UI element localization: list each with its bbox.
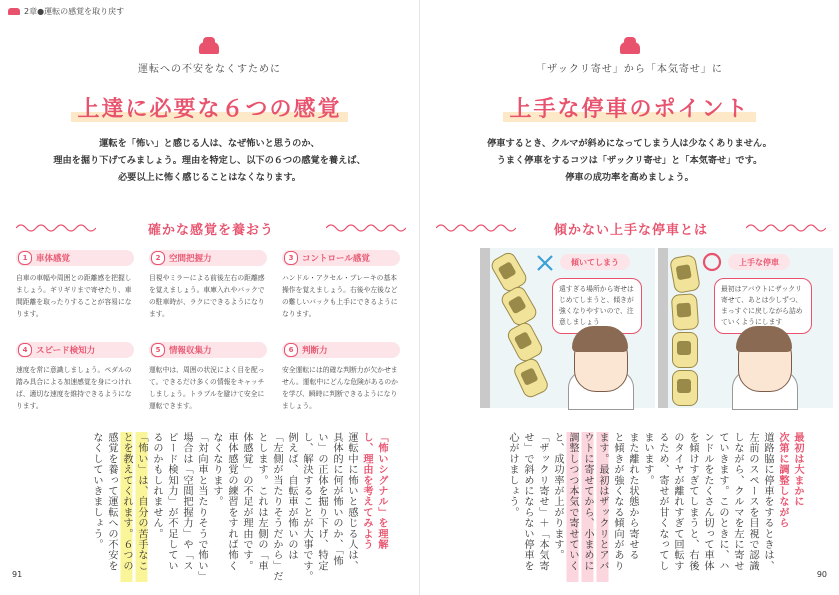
person-hair [736, 326, 792, 352]
sense-label: 空間把握力 [169, 254, 212, 264]
speech-bubble: 最初はアバウトにザックリ寄せて、あとは少しずつ、まっすぐに戻しながら詰めていくようにします [714, 278, 812, 334]
vertical-body-text [505, 432, 805, 582]
sense-pill [282, 250, 400, 266]
body-text-line: しながら、クルマを左に寄せ [732, 432, 743, 572]
sense-label: コントロール感覚 [302, 254, 370, 264]
chapter-label: 2章●運転の感覚を取り戻す [24, 7, 125, 16]
vertical-body-text [89, 432, 389, 582]
circle-icon [702, 252, 722, 272]
intro-line: 停車の成功率を高めましょう。 [565, 172, 694, 183]
body-text-line: まいます。 [642, 432, 653, 486]
body-text-line: 場合は「空間把握力」や「ス [181, 432, 192, 572]
body-text-line: ます。最初はザックリとアバ [595, 432, 610, 582]
body-text-line: を傾けすぎてしまうと、右後 [687, 432, 698, 572]
car-icon [199, 42, 219, 54]
sense-text: 運転中は、周囲の状況によく目を配って。できるだけ多くの情報をキャッチしましょう。トラブルを避けて安全に運転できます。 [149, 366, 265, 410]
sense-card [282, 342, 400, 412]
body-text-line: 道路脇に停車をするときは、 [762, 432, 773, 572]
body-text-line: とします。これは左側の「車 [256, 432, 267, 572]
body-text-line: 具体的に何が怖いのか、「怖 [331, 432, 342, 566]
body-text-line: 心がけましょう。 [507, 432, 518, 518]
sense-text: 目視やミラーによる前後左右の距離感を覚えましょう。車庫入れやバックでの駐車時が、ラクにできるようになります。 [149, 274, 265, 318]
bad-label: 傾いてしまう [560, 254, 630, 270]
car-top-icon [672, 332, 698, 368]
body-text-line: るため、寄せが甘くなってし [657, 432, 668, 572]
sense-number: 2 [151, 251, 165, 265]
sense-number: 1 [18, 251, 32, 265]
section-band [436, 212, 826, 244]
sense-number: 5 [151, 343, 165, 357]
body-text-line: なくしていきましょう。 [91, 432, 102, 550]
sense-pill [282, 342, 400, 358]
intro-line: 停車するとき、クルマが斜めになってしまう人は少なくありません。 [487, 138, 772, 149]
body-text-line: 「ザックリ寄せ」＋「本気寄 [537, 432, 548, 572]
body-text-line: し、解決することが大事です。 [301, 432, 312, 582]
intro-line: うまく停車をするコツは「ザックリ寄せ」と「本気寄せ」です。 [496, 155, 763, 166]
sense-card [149, 250, 267, 320]
body-text-line: 感覚を養って運転への不安を [106, 432, 117, 572]
sense-card [16, 250, 134, 320]
cross-icon [536, 254, 554, 272]
body-text-line: また離れた状態から寄せる [627, 432, 638, 561]
body-text-line: 車体感覚の練習をすれば怖く [226, 432, 237, 572]
sense-pill [16, 342, 134, 358]
body-text-line: 体感覚」の不足が理由です。 [241, 432, 252, 572]
intro-text [0, 135, 419, 186]
sense-card [282, 250, 400, 320]
sense-pill [149, 342, 267, 358]
title-text: 上手な停車のポイント [503, 97, 755, 122]
page-title [0, 92, 419, 123]
intro-line: 運転を「怖い」と感じる人は、なぜ怖いと思うのか、 [99, 138, 320, 149]
body-text-line: るのかもしれません。 [151, 432, 162, 539]
body-text-line: せ」で斜めにならない停車を [522, 432, 533, 572]
section-subtitle [0, 60, 419, 75]
bad-parking-figure [480, 248, 655, 408]
sense-pill [149, 250, 267, 266]
left-page [0, 0, 419, 595]
sense-text: 安全運転には的確な判断力が欠かせません。運転中にどんな危険があるのかを学び、瞬時に判断できるようになりましょう。 [282, 366, 398, 410]
page-number: 90 [816, 570, 827, 579]
body-text-line: 例えば、自転車が怖いのは [286, 432, 297, 561]
intro-line: 理由を掘り下げてみましょう。理由を特定し、以下の６つの感覚を養えば、 [53, 155, 366, 166]
sense-number: 4 [18, 343, 32, 357]
body-text-line: ウトに寄せてから、小まめに [580, 432, 595, 582]
curb [480, 248, 490, 408]
sense-number: 3 [284, 251, 298, 265]
body-text-line: い」の正体を掘り下げ、特定 [316, 432, 327, 572]
running-header [8, 6, 124, 17]
body-text-line: 「左側が当たりそうだから」だ [271, 432, 282, 582]
body-text-line: 左前のスペースを目視で認識 [747, 432, 758, 572]
car-top-icon [512, 356, 551, 400]
sense-card [149, 342, 267, 412]
body-text-line: し、理由を考えてみよう [361, 432, 372, 550]
curb [658, 248, 668, 408]
sense-text: ハンドル・アクセル・ブレーキの基本操作を覚えましょう。右後や左後などの難しいバックも上手にできるようになります。 [282, 274, 398, 318]
intro-line: 必要以上に怖く感じることはなくなります。 [117, 172, 301, 183]
good-parking-figure [658, 248, 833, 408]
car-top-icon [505, 320, 545, 364]
sense-pill [16, 250, 134, 266]
body-text-line: 次第に調整しながら [777, 432, 788, 529]
band-label: 傾かない上手な停車とは [553, 223, 708, 238]
sense-number: 6 [284, 343, 298, 357]
car-icon [620, 42, 640, 54]
sense-card [16, 342, 134, 412]
car-top-icon [669, 254, 701, 294]
sense-label: 車体感覚 [36, 254, 71, 264]
subtitle-text: 運転への不安をなくすために [138, 64, 281, 75]
body-text-line: 「対向車と当たりそうで怖い」 [196, 432, 207, 582]
car-top-icon [672, 370, 698, 406]
car-top-icon [499, 284, 540, 328]
sense-label: 判断力 [302, 346, 328, 356]
speech-bubble: 遠すぎる場所から寄せはじめてしまうと、傾きが強くなりやすいので、注意しましょう [552, 278, 642, 334]
right-page [420, 0, 839, 595]
body-text-line: なくなります。 [211, 432, 222, 507]
sense-text: 速度を常に意識しましょう。ペダルの踏み具合による加速感覚を身につければ、適切な速度を維持できるようになります。 [16, 366, 132, 410]
body-text-line: ていきます。このときに、ハ [717, 432, 728, 572]
sense-label: 情報収集力 [169, 346, 212, 356]
body-text-line: と傾きが強くなる傾向があり [612, 432, 623, 572]
sense-label: スピード検知力 [36, 346, 96, 356]
body-text-line: のタイヤが離れすぎて回転す [672, 432, 683, 572]
band-label: 確かな感覚を養おう [147, 223, 274, 238]
body-text-line: 運転中に怖いと感じる人は、 [346, 432, 357, 572]
good-label: 上手な停車 [728, 254, 790, 270]
body-text-line: 「怖いシグナル」を理解 [376, 432, 387, 550]
body-text-line: ンドルをたくさん切って車体 [702, 432, 713, 572]
body-text-line: 調整しつつ本気で寄せていく [565, 432, 580, 582]
person-hair [572, 326, 628, 352]
page-title [420, 92, 839, 123]
subtitle-text: 「ザックリ寄せ」から「本気寄せ」に [536, 64, 723, 75]
body-text-line: 「怖い」は、自分の苦手なこ [134, 432, 149, 582]
title-text: 上達に必要な６つの感覚 [71, 97, 347, 122]
body-text-line: とを教えてくれます。６つの [119, 432, 134, 582]
sense-text: 自車の車幅や周囲との距離感を把握しましょう。ギリギリまで寄せたり、車間距離を取ったりすることが容易になります。 [16, 274, 132, 318]
intro-text [420, 135, 839, 186]
car-icon [8, 8, 20, 15]
page-number: 91 [12, 570, 23, 579]
body-text-line: 最初は大まかに [792, 432, 803, 507]
section-subtitle [420, 60, 839, 75]
section-band [16, 212, 406, 244]
car-top-icon [671, 293, 699, 331]
body-text-line: ピード検知力」が不足してい [166, 432, 177, 572]
body-text-line: と、成功率が上がります。 [552, 432, 563, 561]
